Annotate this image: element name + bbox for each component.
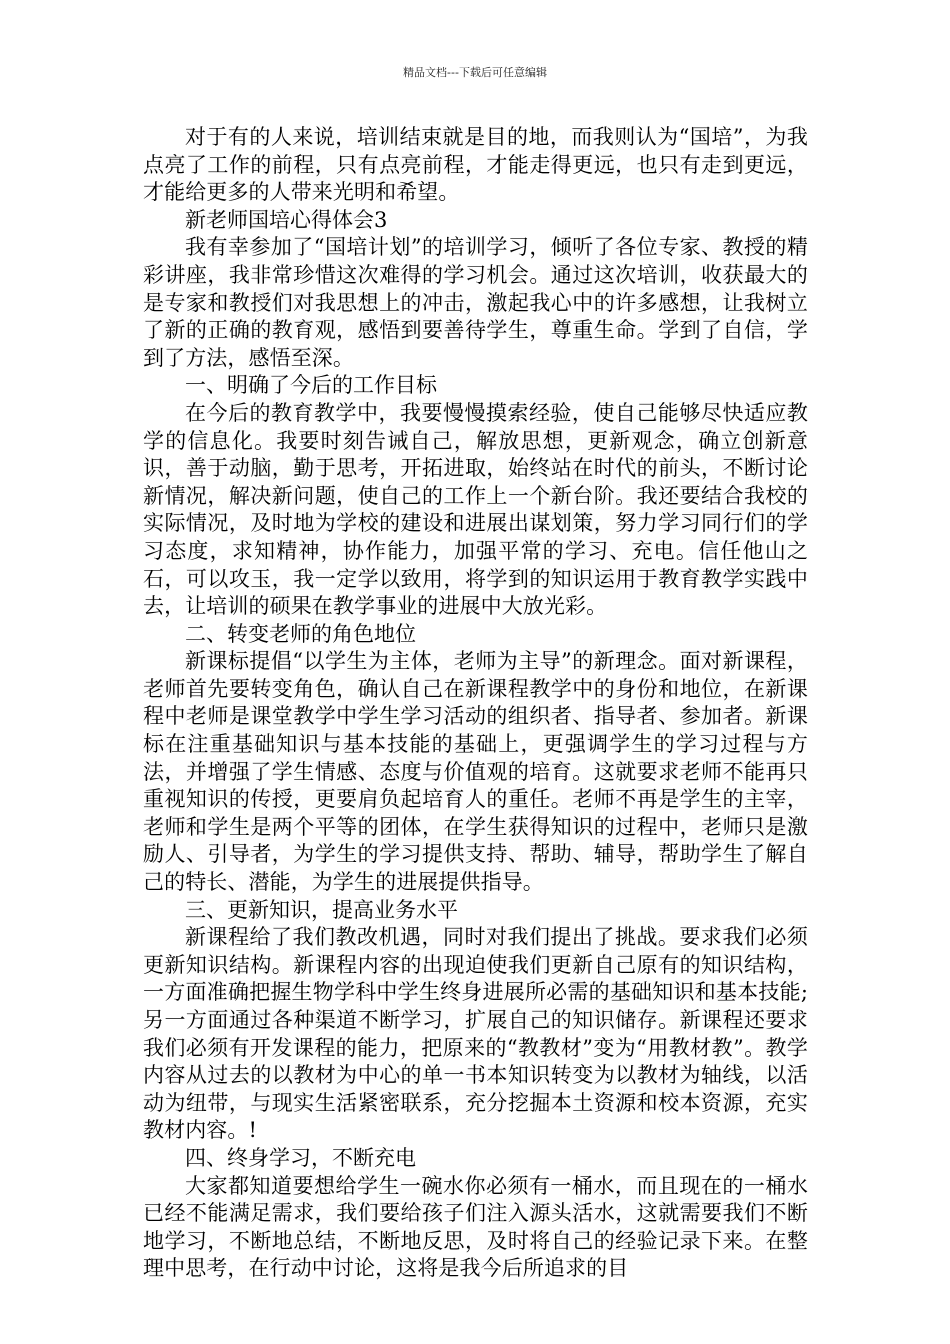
paragraph: 新课程给了我们教改机遇，同时对我们提出了挑战。要求我们必须更新知识结构。新课程内容的出现迫使我们更新自己原有的知识结构，一方面准确把握生物学科中学生终身进展所必需的基础知识和基本技能;另一方面通过各种渠道不断学习，扩展自己的知识储存。新课程还要求我们必须有开发课程的能力，把原来的“教教材”变为“用教材教”。教学内容从过去的以教材为中心的单一书本知识转变为以教材为轴线，以活动为纽带，与现实生活紧密联系，充分挖掘本土资源和校本资源，充实教材内容。!	[143, 925, 808, 1143]
paragraph: 大家都知道要想给学生一碗水你必须有一桶水，而且现在的一桶水已经不能满足需求，我们要给孩子们注入源头活水，这就需要我们不断地学习，不断地总结，不断地反思，及时将自己的经验记录下来。在整理中思考，在行动中讨论，这将是我今后所追求的目	[143, 1173, 808, 1281]
section-heading: 一、明确了今后的工作目标	[185, 373, 437, 398]
paragraph: 我有幸参加了“国培计划”的培训学习，倾听了各位专家、教授的精彩讲座，我非常珍惜这次难得的学习机会。通过这次培训，收获最大的是专家和教授们对我思想上的冲击，激起我心中的许多感想，让我树立了新的正确的教育观，感悟到要善待学生，尊重生命。学到了自信，学到了方法，感悟至深。	[143, 235, 808, 370]
section-title: 新老师国培心得体会3	[185, 207, 388, 232]
document-body	[143, 124, 808, 1283]
section-heading: 三、更新知识，提高业务水平	[185, 897, 458, 922]
section-heading: 四、终身学习，不断充电	[185, 1145, 416, 1170]
section-heading: 二、转变老师的角色地位	[185, 621, 416, 646]
page-header: 精品文档---下载后可任意编辑	[403, 66, 547, 79]
paragraph: 对于有的人来说，培训结束就是目的地，而我则认为“国培”，为我点亮了工作的前程，只有点亮前程，才能走得更远，也只有走到更远，才能给更多的人带来光明和希望。	[143, 125, 809, 205]
paragraph: 新课标提倡“以学生为主体，老师为主导”的新理念。面对新课程，老师首先要转变角色，确认自己在新课程教学中的身份和地位，在新课程中老师是课堂教学中学生学习活动的组织者、指导者、参加者。新课标在注重基础知识与基本技能的基础上，更强调学生的学习过程与方法，并增强了学生情感、态度与价值观的培育。这就要求老师不能再只重视知识的传授，更要肩负起培育人的重任。老师不再是学生的主宰，老师和学生是两个平等的团体，在学生获得知识的过程中，老师只是激励人、引导者，为学生的学习提供支持、帮助、辅导，帮助学生了解自己的特长、潜能，为学生的进展提供指导。	[143, 649, 808, 895]
paragraph: 在今后的教育教学中，我要慢慢摸索经验，使自己能够尽快适应教学的信息化。我要时刻告诫自己，解放思想，更新观念，确立创新意识，善于动脑，勤于思考，开拓进取，始终站在时代的前头，不断讨论新情况，解决新问题，使自己的工作上一个新台阶。我还要结合我校的实际情况，及时地为学校的建设和进展出谋划策，努力学习同行们的学习态度，求知精神，协作能力，加强平常的学习、充电。信任他山之石，可以攻玉，我一定学以致用，将学到的知识运用于教育教学实践中去，让培训的硕果在教学事业的进展中大放光彩。	[143, 400, 808, 619]
